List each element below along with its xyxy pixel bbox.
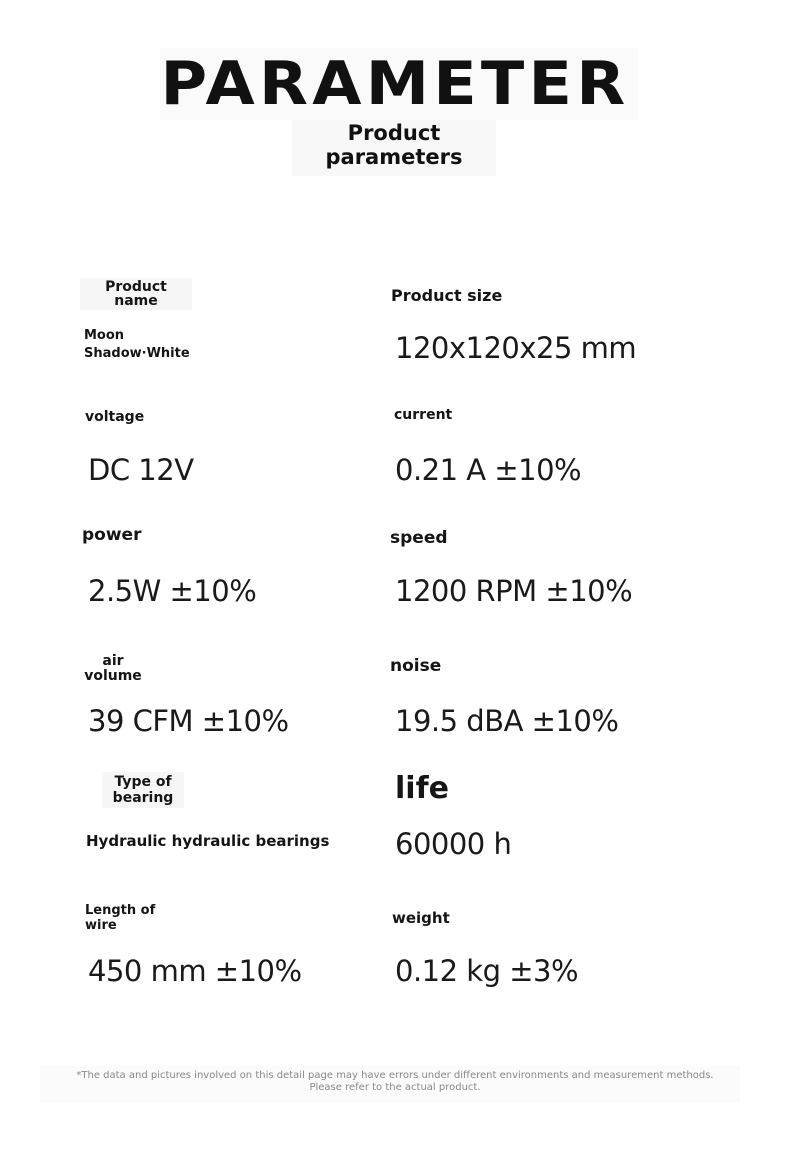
product-name-value xyxy=(84,327,190,363)
wire-length-value: 450 mm ±10% xyxy=(88,954,302,988)
bearing-label-line-2: bearing xyxy=(112,790,174,806)
current-value: 0.21 A ±10% xyxy=(395,453,582,487)
page-subtitle xyxy=(292,121,496,169)
noise-label: noise xyxy=(390,656,442,676)
bearing-label xyxy=(102,772,184,808)
product-size-value: 120x120x25 mm xyxy=(395,331,637,365)
page-title: PARAMETER xyxy=(160,49,630,119)
voltage-label: voltage xyxy=(85,409,145,425)
air-volume-label xyxy=(83,654,143,684)
product-name-label-line-1: Product xyxy=(105,279,167,295)
disclaimer xyxy=(40,1070,750,1094)
air-volume-value: 39 CFM ±10% xyxy=(88,704,289,738)
weight-label: weight xyxy=(392,909,450,927)
bearing-value: Hydraulic hydraulic bearings xyxy=(86,832,330,850)
wire-length-label xyxy=(85,903,155,933)
life-label: life xyxy=(395,771,449,806)
air-volume-label-line-1: air xyxy=(102,653,124,669)
wire-length-label-line-2: wire xyxy=(85,918,117,933)
voltage-value: DC 12V xyxy=(88,453,194,487)
subtitle-line-2: parameters xyxy=(325,145,463,169)
product-name-value-line-1: Moon xyxy=(84,328,125,343)
product-name-label-line-2: name xyxy=(114,293,158,309)
speed-label: speed xyxy=(390,528,448,548)
product-name-label xyxy=(80,278,192,310)
speed-value: 1200 RPM ±10% xyxy=(395,574,633,608)
bearing-label-line-1: Type of xyxy=(114,774,172,790)
life-value: 60000 h xyxy=(395,827,512,861)
disclaimer-line-2: Please refer to the actual product. xyxy=(309,1082,481,1093)
disclaimer-line-1: *The data and pictures involved on this detail page may have errors under different environments and measurement methods. xyxy=(76,1070,714,1081)
weight-value: 0.12 kg ±3% xyxy=(395,954,579,988)
air-volume-label-line-2: volume xyxy=(84,668,142,684)
power-label: power xyxy=(82,525,142,545)
noise-value: 19.5 dBA ±10% xyxy=(395,704,619,738)
subtitle-line-1: Product xyxy=(347,121,441,145)
current-label: current xyxy=(394,407,453,423)
product-size-label: Product size xyxy=(391,286,503,305)
product-name-value-line-2: Shadow·White xyxy=(84,346,190,361)
power-value: 2.5W ±10% xyxy=(88,574,257,608)
wire-length-label-line-1: Length of xyxy=(85,903,156,918)
